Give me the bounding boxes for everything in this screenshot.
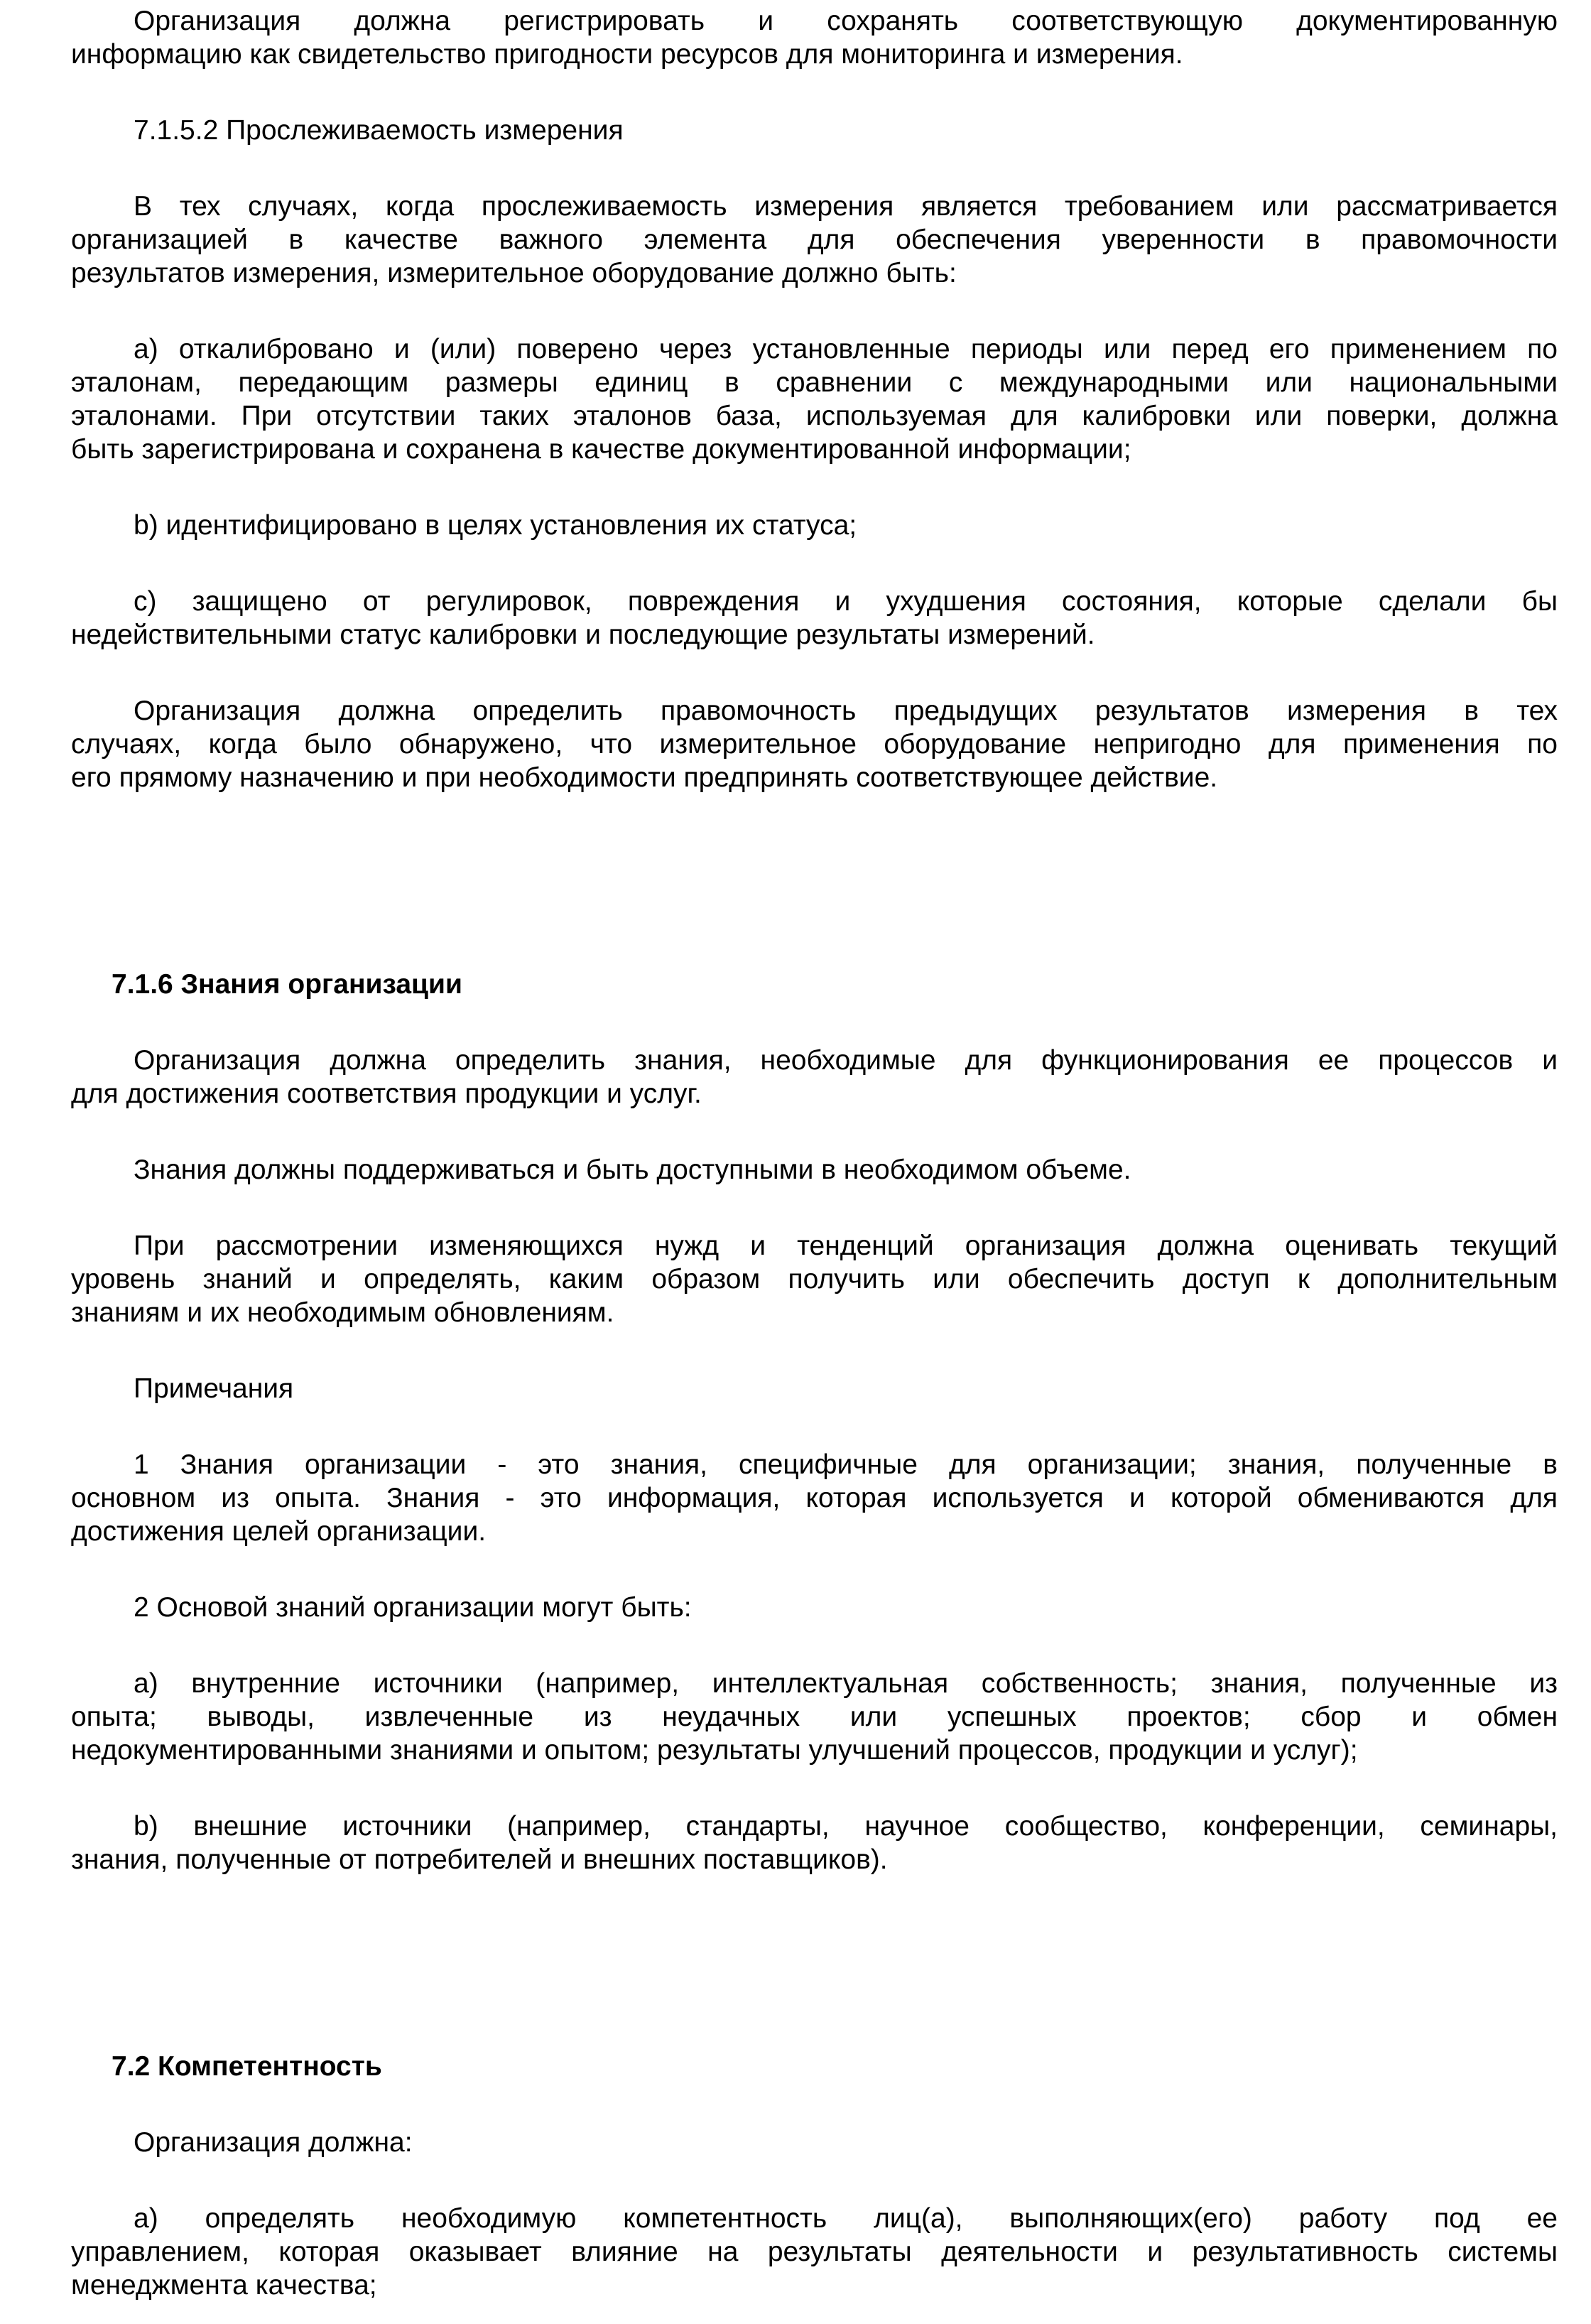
- text-line: организацией в качестве важного элемента для обеспечения уверенности в правомочности: [71, 225, 1558, 255]
- paragraph: [71, 1153, 1558, 1187]
- section-heading: [71, 114, 1558, 147]
- paragraph: [71, 1591, 1558, 1624]
- paragraph: [71, 4, 1558, 71]
- text-line: достижения целей организации.: [71, 1516, 487, 1547]
- text-line: Организация должна определить знания, необходимые для функционирования ее процессов и: [134, 1045, 1558, 1076]
- text-line: эталонами. При отсутствии таких эталонов база, используемая для калибровки или поверки, должна: [71, 401, 1558, 431]
- text-line: b) идентифицировано в целях установления их статуса;: [134, 510, 857, 541]
- paragraph: [71, 333, 1558, 466]
- text-line: a) откалибровано и (или) поверено через установленные периоды или перед его применением по: [134, 334, 1558, 364]
- text-line: 7.1.6 Знания организации: [112, 969, 462, 1000]
- text-line: c) защищено от регулировок, повреждения и ухудшения состояния, которые сделали бы: [134, 586, 1558, 617]
- text-line: уровень знаний и определять, каким образом получить или обеспечить доступ к дополнительным: [71, 1264, 1558, 1295]
- text-line: знания, полученные от потребителей и внешних поставщиков).: [71, 1844, 888, 1875]
- text-line: Организация должна:: [134, 2127, 413, 2158]
- section-heading: [71, 2050, 1558, 2083]
- paragraph: [71, 509, 1558, 542]
- paragraph: [71, 694, 1558, 794]
- text-line: Знания должны поддерживаться и быть доступными в необходимом объеме.: [134, 1155, 1131, 1185]
- text-line: 2 Основой знаний организации могут быть:: [134, 1592, 692, 1623]
- text-line: 7.2 Компетентность: [112, 2051, 382, 2082]
- text-line: для достижения соответствия продукции и услуг.: [71, 1079, 702, 1109]
- text-line: Организация должна регистрировать и сохранять соответствующую документированную: [134, 6, 1558, 36]
- text-line: Примечания: [134, 1373, 294, 1404]
- text-line: информацию как свидетельство пригодности ресурсов для мониторинга и измерения.: [71, 39, 1183, 70]
- text-line: менеджмента качества;: [71, 2270, 377, 2301]
- paragraph: [71, 1810, 1558, 1876]
- text-line: b) внешние источники (например, стандарты, научное сообщество, конференции, семинары,: [134, 1811, 1558, 1842]
- text-line: a) определять необходимую компетентность лиц(а), выполняющих(его) работу под ее: [134, 2203, 1558, 2234]
- paragraph: [71, 1448, 1558, 1548]
- document-content: [71, 4, 1558, 2302]
- paragraph: [71, 585, 1558, 652]
- text-line: 7.1.5.2 Прослеживаемость измерения: [134, 115, 624, 146]
- paragraph: [71, 2126, 1558, 2159]
- text-line: Организация должна определить правомочность предыдущих результатов измерения в тех: [134, 696, 1558, 726]
- section-heading: [71, 968, 1558, 1001]
- paragraph: [71, 190, 1558, 290]
- text-line: недокументированными знаниями и опытом; результаты улучшений процессов, продукции и услуг);: [71, 1735, 1358, 1766]
- text-line: основном из опыта. Знания - это информация, которая используется и которой обмениваются для: [71, 1483, 1558, 1513]
- paragraph: [71, 1229, 1558, 1329]
- text-line: В тех случаях, когда прослеживаемость измерения является требованием или рассматривается: [134, 191, 1558, 222]
- text-line: недействительными статус калибровки и последующие результаты измерений.: [71, 620, 1095, 650]
- paragraph: [71, 2202, 1558, 2302]
- text-line: результатов измерения, измерительное оборудование должно быть:: [71, 258, 957, 288]
- paragraph: [71, 1372, 1558, 1405]
- text-line: 1 Знания организации - это знания, специфичные для организации; знания, полученные в: [134, 1449, 1558, 1480]
- text-line: управлением, которая оказывает влияние на результаты деятельности и результативность системы: [71, 2237, 1558, 2267]
- text-line: случаях, когда было обнаружено, что измерительное оборудование непригодно для применения по: [71, 729, 1558, 760]
- text-line: При рассмотрении изменяющихся нужд и тенденций организация должна оценивать текущий: [134, 1231, 1558, 1261]
- paragraph: [71, 1667, 1558, 1767]
- paragraph: [71, 1044, 1558, 1110]
- text-line: знаниям и их необходимым обновлениям.: [71, 1297, 614, 1328]
- text-line: a) внутренние источники (например, интеллектуальная собственность; знания, полученные из: [134, 1668, 1558, 1699]
- text-line: его прямому назначению и при необходимости предпринять соответствующее действие.: [71, 762, 1218, 793]
- text-line: опыта; выводы, извлеченные из неудачных или успешных проектов; сбор и обмен: [71, 1702, 1558, 1732]
- text-line: эталонам, передающим размеры единиц в сравнении с международными или национальными: [71, 367, 1558, 398]
- text-line: быть зарегистрирована и сохранена в качестве документированной информации;: [71, 434, 1131, 465]
